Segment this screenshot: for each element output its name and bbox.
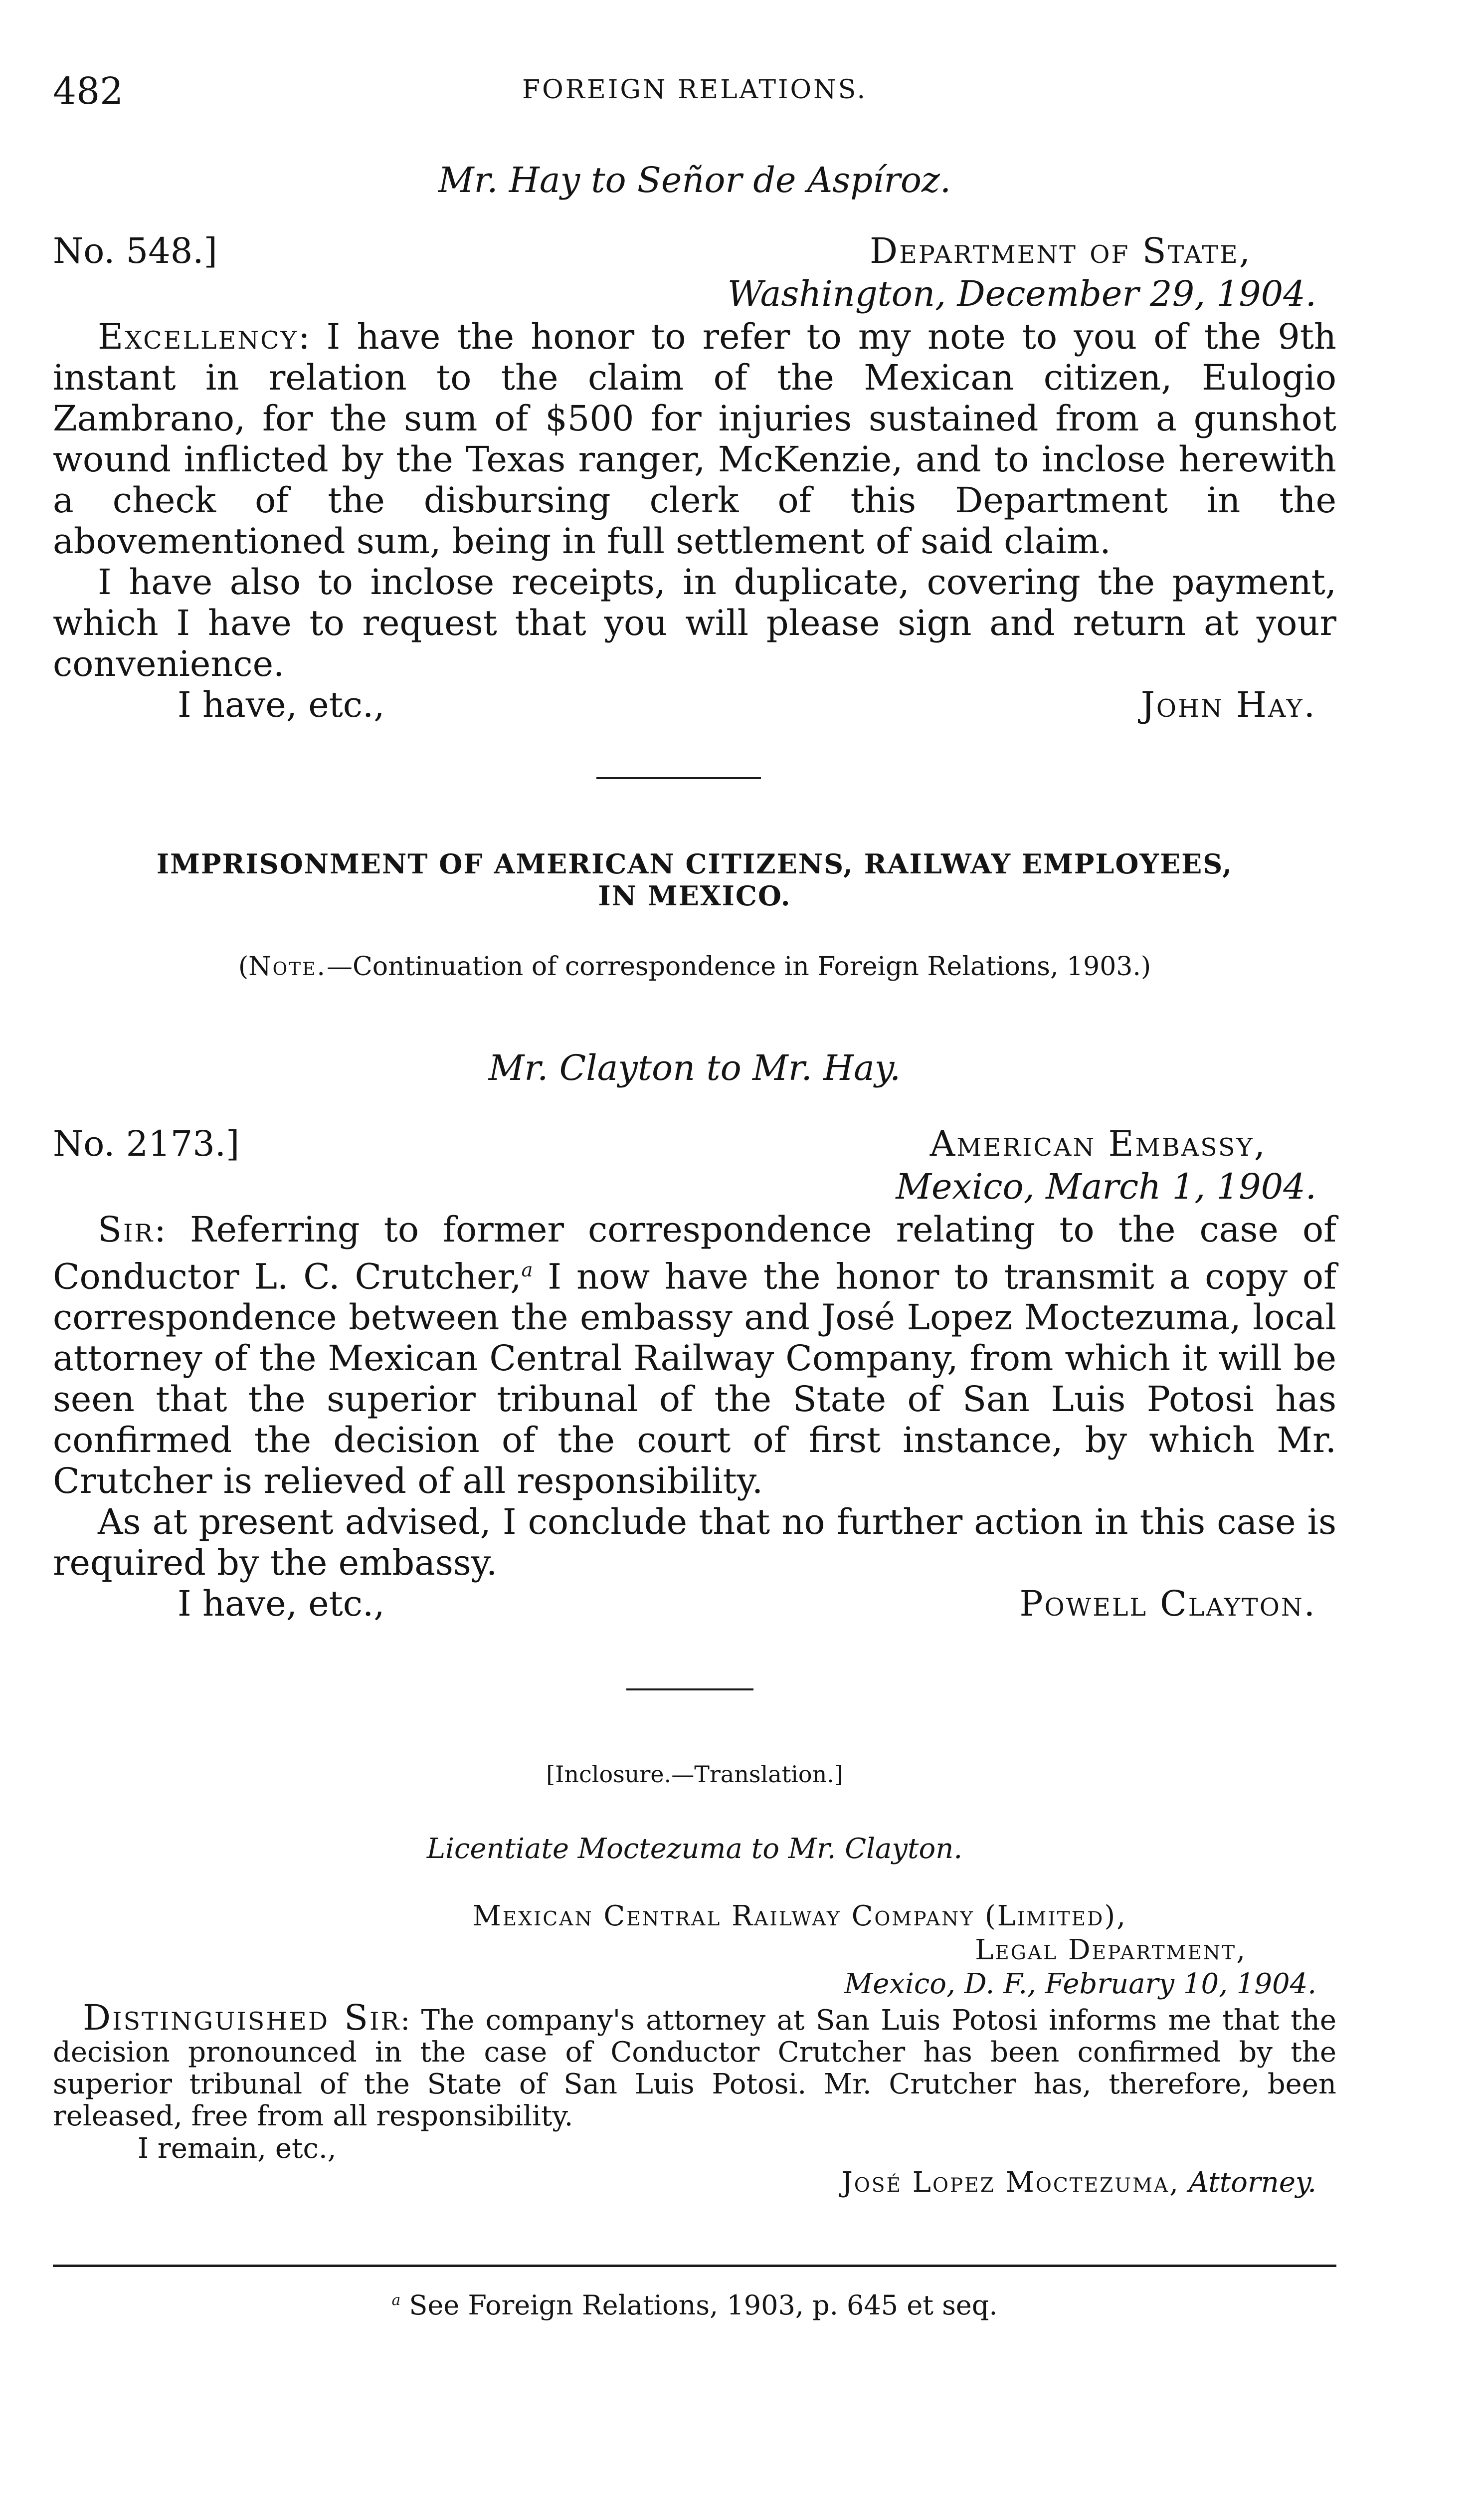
footnote: $^a$ See Foreign Relations, 1903, p. 645 et seq. [391,2289,998,2321]
editorial-note: (Note.—Continuation of correspondence in Foreign Relations, 1903.) [238,952,1151,982]
salutation: Excellency [98,316,298,357]
company-department: Legal Department, [975,1934,1247,1966]
inclosure-heading: Licentiate Moctezuma to Mr. Clayton. [426,1833,963,1865]
place-date: Mexico, March 1, 1904. [896,1166,1316,1207]
despatch-number: No. 548.] [53,230,217,271]
section-title: IMPRISONMENT OF AMERICAN CITIZENS, RAILWAY EMPLOYEES, IN MEXICO. [156,848,1233,912]
letter-heading: Mr. Clayton to Mr. Hay. [488,1047,901,1088]
closing: I have, etc., [178,684,385,725]
signature: José Lopez Moctezuma, Attorney. [841,2166,1316,2199]
footnote-mark: a [521,1259,533,1281]
letter-clayton-to-hay [53,1047,1336,1628]
signature: Powell Clayton. [1019,1583,1316,1625]
letter-hay-to-aspiroz [53,160,1336,729]
section-imprisonment [53,848,1336,982]
letter-dateline [53,1123,1336,1166]
running-title: FOREIGN RELATIONS. [522,75,867,105]
closing-line [53,684,1336,729]
place-date: Washington, December 29, 1904. [727,273,1316,314]
closing: I have, etc., [178,1583,385,1625]
closing: I remain, etc., [138,2132,337,2165]
separator-rule [626,1688,753,1690]
salutation: Sir [98,1209,155,1250]
letter-paragraph: I have also to inclose receipts, in duplicate, covering the payment, which I have to request that you will please sign and return at your convenience. [53,562,1336,684]
salutation: Distinguished Sir [83,1997,401,2038]
despatch-number: No. 2173.] [53,1123,240,1164]
closing-line [53,1583,1336,1628]
inclosure [53,1761,1336,2200]
letter-paragraph: As at present advised, I conclude that no further action in this case is required by the embassy. [53,1501,1336,1584]
letter-heading: Mr. Hay to Señor de Aspíroz. [438,160,951,201]
letter-paragraph: Sir: Referring to former correspondence relating to the case of Conductor L. C. Crutcher,$^a$ I now have the honor to transmit a copy of correspondence between the embassy and José Lopez Moctezuma, local attorney of the Mexican Central Railway Company, from which it will be seen that the superior tribunal of the State of San Luis Potosi has confirmed the decision of the court of first instance, by which Mr. Crutcher is relieved of all responsibility. [53,1209,1336,1502]
footnote-rule [53,2265,1336,2267]
document-page [53,0,1336,2494]
sender-office: American Embassy, [929,1123,1267,1164]
inclosure-label: [Inclosure.—Translation.] [546,1761,843,1788]
sender-office: Department of State, [869,230,1252,271]
running-head [53,70,1336,125]
letter-dateline [53,230,1336,273]
closing-line [53,2132,1336,2166]
page-number: 482 [53,70,124,113]
place-date: Mexico, D. F., February 10, 1904. [844,1968,1316,2000]
letter-paragraph: Excellency: I have the honor to refer to my note to you of the 9th instant in relation to the claim of the Mexican citizen, Eulogio Zambrano, for the sum of $500 for injuries sustained from a gunshot wound inflicted by the Texas ranger, McKenzie, and to inclose herewith a check of the disbursing clerk of this Department in the abovementioned sum, being in full settlement of said claim. [53,316,1336,562]
separator-rule [596,777,761,779]
signature: John Hay. [1140,684,1316,725]
company-name: Mexican Central Railway Company (Limited), [472,1900,1127,1932]
letter-paragraph: Distinguished Sir: The company's attorney at San Luis Potosi informs me that the decision pronounced in the case of Conductor Crutcher has been confirmed by the superior tribunal of the State of San Luis Potosi. Mr. Crutcher has, therefore, been released, free from all responsibility. [53,1997,1336,2132]
